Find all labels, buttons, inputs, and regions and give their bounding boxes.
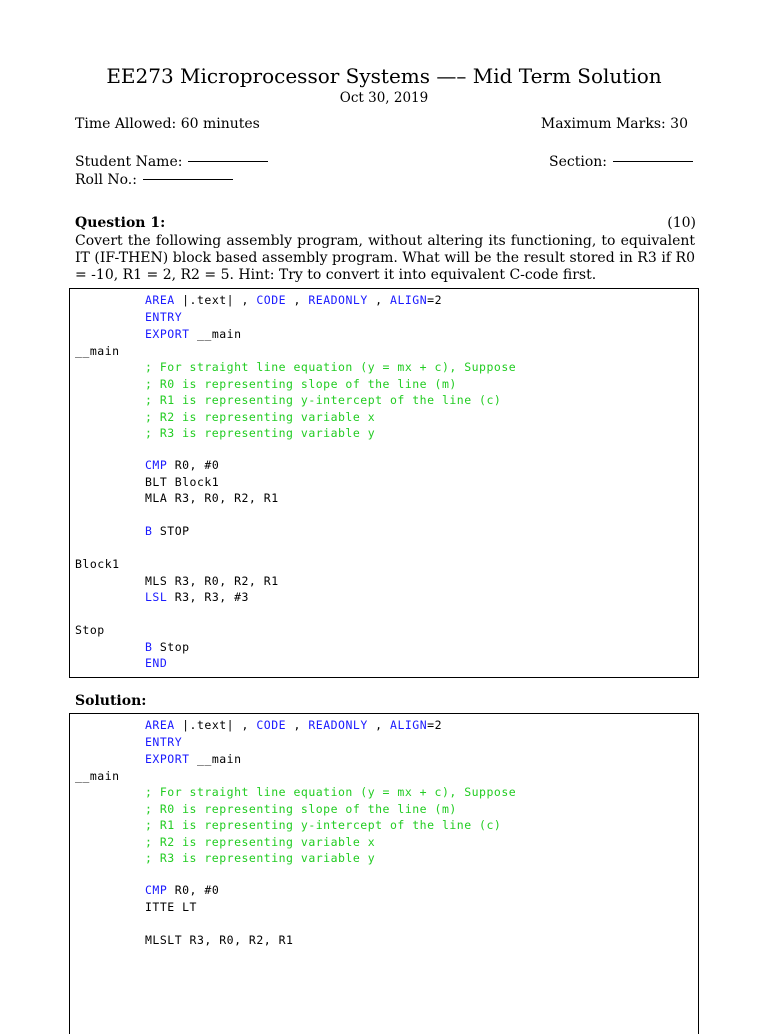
section-blank bbox=[613, 161, 693, 162]
code-label-main: __main bbox=[75, 769, 120, 783]
roll-no-row bbox=[75, 172, 693, 188]
code-comment: ; R0 is representing slope of the line (m) bbox=[145, 377, 457, 391]
time-allowed: Time Allowed: 60 minutes bbox=[75, 116, 260, 132]
code-comment: ; R0 is representing slope of the line (m) bbox=[145, 802, 457, 816]
code-comment: ; R1 is representing y-intercept of the line (c) bbox=[145, 393, 502, 407]
code-line-mls: MLS R3, R0, R2, R1 bbox=[145, 574, 279, 588]
code-line-export: EXPORT __main bbox=[145, 327, 242, 341]
code-line-blt: BLT Block1 bbox=[145, 475, 220, 489]
code-line-export: EXPORT __main bbox=[145, 752, 242, 766]
question-header bbox=[75, 215, 696, 231]
code-label-block1: Block1 bbox=[75, 557, 120, 571]
code-line-area: AREA |.text| , CODE , READONLY , ALIGN=2 bbox=[145, 293, 443, 307]
code-line-itte: ITTE LT bbox=[145, 900, 197, 914]
code-line-cmp: CMP R0, #0 bbox=[145, 458, 220, 472]
exam-date: Oct 30, 2019 bbox=[339, 90, 429, 106]
exam-info-row bbox=[75, 116, 688, 132]
code-comment: ; R3 is representing variable y bbox=[145, 426, 376, 440]
code-line-branch: B STOP bbox=[145, 524, 190, 538]
code-line-end: END bbox=[145, 656, 168, 670]
code-line-entry: ENTRY bbox=[145, 735, 183, 749]
student-info-row bbox=[75, 154, 693, 170]
code-comment: ; R2 is representing variable x bbox=[145, 835, 376, 849]
student-name-field bbox=[75, 154, 268, 170]
section-label: Section: bbox=[549, 154, 607, 170]
code-line-entry: ENTRY bbox=[145, 310, 183, 324]
student-name-blank bbox=[188, 161, 268, 162]
code-comment: ; For straight line equation (y = mx + c), Suppose bbox=[145, 360, 517, 374]
code-line-mla: MLA R3, R0, R2, R1 bbox=[145, 491, 279, 505]
question-text: Covert the following assembly program, without altering its functioning, to equivalent IT (IF-THEN) block based assembly program. What will be the result stored in R3 if R0 = -10, R1 = 2, R2 = 5. Hint: Try to convert it into equivalent C-code first. bbox=[75, 233, 695, 283]
section-field bbox=[549, 154, 693, 170]
question-code-listing bbox=[69, 288, 699, 678]
page-title: EE273 Microprocessor Systems —– Mid Term Solution bbox=[106, 64, 662, 88]
roll-no-label: Roll No.: bbox=[75, 172, 137, 188]
code-comment: ; R2 is representing variable x bbox=[145, 410, 376, 424]
question-marks: (10) bbox=[667, 215, 696, 231]
student-name-label: Student Name: bbox=[75, 154, 183, 170]
code-comment: ; R3 is representing variable y bbox=[145, 851, 376, 865]
question-label: Question 1: bbox=[75, 215, 166, 231]
roll-no-field bbox=[75, 172, 233, 188]
code-line-mlslt: MLSLT R3, R0, R2, R1 bbox=[145, 933, 294, 947]
code-comment: ; R1 is representing y-intercept of the line (c) bbox=[145, 818, 502, 832]
max-marks: Maximum Marks: 30 bbox=[540, 116, 688, 132]
solution-code-listing bbox=[69, 713, 699, 1034]
code-line-branch-stop: B Stop bbox=[145, 640, 190, 654]
code-line-area: AREA |.text| , CODE , READONLY , ALIGN=2 bbox=[145, 718, 443, 732]
code-label-stop: Stop bbox=[75, 623, 105, 637]
code-label-main: __main bbox=[75, 344, 120, 358]
code-line-cmp: CMP R0, #0 bbox=[145, 883, 220, 897]
roll-no-blank bbox=[143, 179, 233, 180]
solution-heading: Solution: bbox=[75, 693, 147, 709]
code-comment: ; For straight line equation (y = mx + c), Suppose bbox=[145, 785, 517, 799]
code-line-lsl: LSL R3, R3, #3 bbox=[145, 590, 249, 604]
